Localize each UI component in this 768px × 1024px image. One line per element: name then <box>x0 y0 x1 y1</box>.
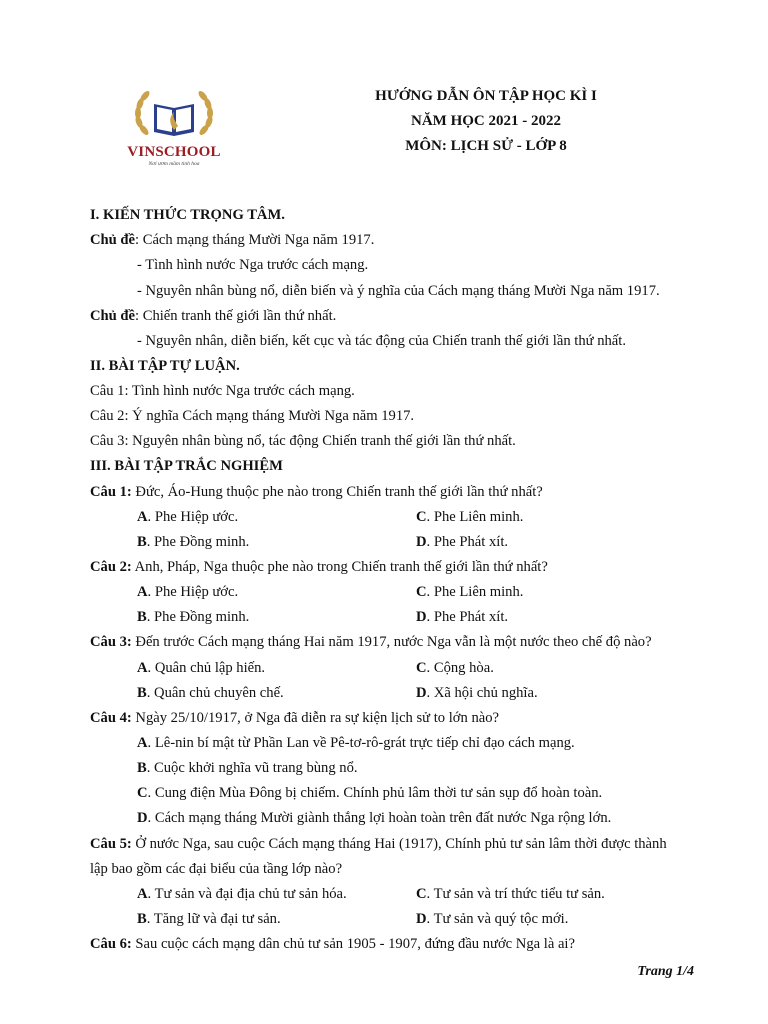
topic1-item: - Nguyên nhân bùng nổ, diễn biến và ý nghĩa của Cách mạng tháng Mười Nga năm 1917. <box>137 283 660 299</box>
essay-question: Câu 1: Tình hình nước Nga trước cách mạng. <box>90 383 355 399</box>
doc-title: HƯỚNG DẪN ÔN TẬP HỌC KÌ I <box>375 88 597 104</box>
option-b: B. Phe Đồng minh. <box>137 534 250 550</box>
option-a: A. Phe Hiệp ước. <box>137 584 239 600</box>
question-1: Câu 1: Đức, Áo-Hung thuộc phe nào trong Chiến tranh thế giới lần thứ nhất? <box>90 484 543 500</box>
school-logo <box>122 86 226 172</box>
topic2: Chủ đề: Chiến tranh thế giới lần thứ nhất. <box>90 308 337 324</box>
section1-heading: I. KIẾN THỨC TRỌNG TÂM. <box>90 207 285 223</box>
topic1: Chủ đề: Cách mạng tháng Mười Nga năm 1917. <box>90 232 375 248</box>
section2-heading: II. BÀI TẬP TỰ LUẬN. <box>90 358 240 374</box>
essay-question: Câu 3: Nguyên nhân bùng nổ, tác động Chiến tranh thế giới lần thứ nhất. <box>90 433 516 449</box>
option-d: D. Phe Phát xít. <box>416 609 509 625</box>
option-d: D. Cách mạng tháng Mười giành thắng lợi hoàn toàn trên đất nước Nga rộng lớn. <box>137 810 612 826</box>
option-b: B. Tăng lữ và đại tư sản. <box>137 911 281 927</box>
option-d: D. Phe Phát xít. <box>416 534 509 550</box>
option-d: D. Tư sản và quý tộc mới. <box>416 911 569 927</box>
school-year: NĂM HỌC 2021 - 2022 <box>411 113 561 129</box>
topic2-item: - Nguyên nhân, diễn biến, kết cục và tác động của Chiến tranh thế giới lần thứ nhất. <box>137 333 626 349</box>
option-c: C. Phe Liên minh. <box>416 584 524 600</box>
question-5: Câu 5: Ở nước Nga, sau cuộc Cách mạng tháng Hai (1917), Chính phủ tư sản lâm thời được thành <box>90 836 667 852</box>
page-number: Trang 1/4 <box>637 964 694 979</box>
school-name: VINSCHOOL <box>127 144 221 160</box>
subject: MÔN: LỊCH SỬ - LỚP 8 <box>405 138 567 154</box>
option-c: C. Phe Liên minh. <box>416 509 524 525</box>
question-3: Câu 3: Đến trước Cách mạng tháng Hai năm 1917, nước Nga vẫn là một nước theo chế độ nào? <box>90 634 652 650</box>
option-c: C. Cung điện Mùa Đông bị chiếm. Chính phủ lâm thời tư sản sụp đổ hoàn toàn. <box>137 785 603 801</box>
school-tagline: Nơi ươm mầm tinh hoa <box>148 161 200 167</box>
option-a: A. Quân chủ lập hiến. <box>137 660 266 676</box>
option-d: D. Xã hội chủ nghĩa. <box>416 685 538 701</box>
option-b: B. Phe Đồng minh. <box>137 609 250 625</box>
question-5-cont: lập bao gồm các đại biểu của tầng lớp nào? <box>90 861 343 877</box>
option-c: C. Tư sản và trí thức tiểu tư sản. <box>416 886 605 902</box>
option-a: A. Lê-nin bí mật từ Phần Lan về Pê-tơ-rô-grát trực tiếp chỉ đạo cách mạng. <box>137 735 575 751</box>
option-b: B. Quân chủ chuyên chế. <box>137 685 284 701</box>
question-2: Câu 2: Anh, Pháp, Nga thuộc phe nào trong Chiến tranh thế giới lần thứ nhất? <box>90 559 548 575</box>
question-6: Câu 6: Sau cuộc cách mạng dân chủ tư sản 1905 - 1907, đứng đầu nước Nga là ai? <box>90 936 575 952</box>
option-a: A. Phe Hiệp ước. <box>137 509 239 525</box>
option-c: C. Cộng hòa. <box>416 660 494 676</box>
section3-heading: III. BÀI TẬP TRẮC NGHIỆM <box>90 458 283 474</box>
essay-question: Câu 2: Ý nghĩa Cách mạng tháng Mười Nga năm 1917. <box>90 408 415 424</box>
question-4: Câu 4: Ngày 25/10/1917, ở Nga đã diễn ra sự kiện lịch sử to lớn nào? <box>90 710 500 726</box>
laurel-book-icon <box>122 86 226 146</box>
topic1-item: - Tình hình nước Nga trước cách mạng. <box>137 257 369 273</box>
option-b: B. Cuộc khởi nghĩa vũ trang bùng nổ. <box>137 760 358 776</box>
option-a: A. Tư sản và đại địa chủ tư sản hóa. <box>137 886 347 902</box>
